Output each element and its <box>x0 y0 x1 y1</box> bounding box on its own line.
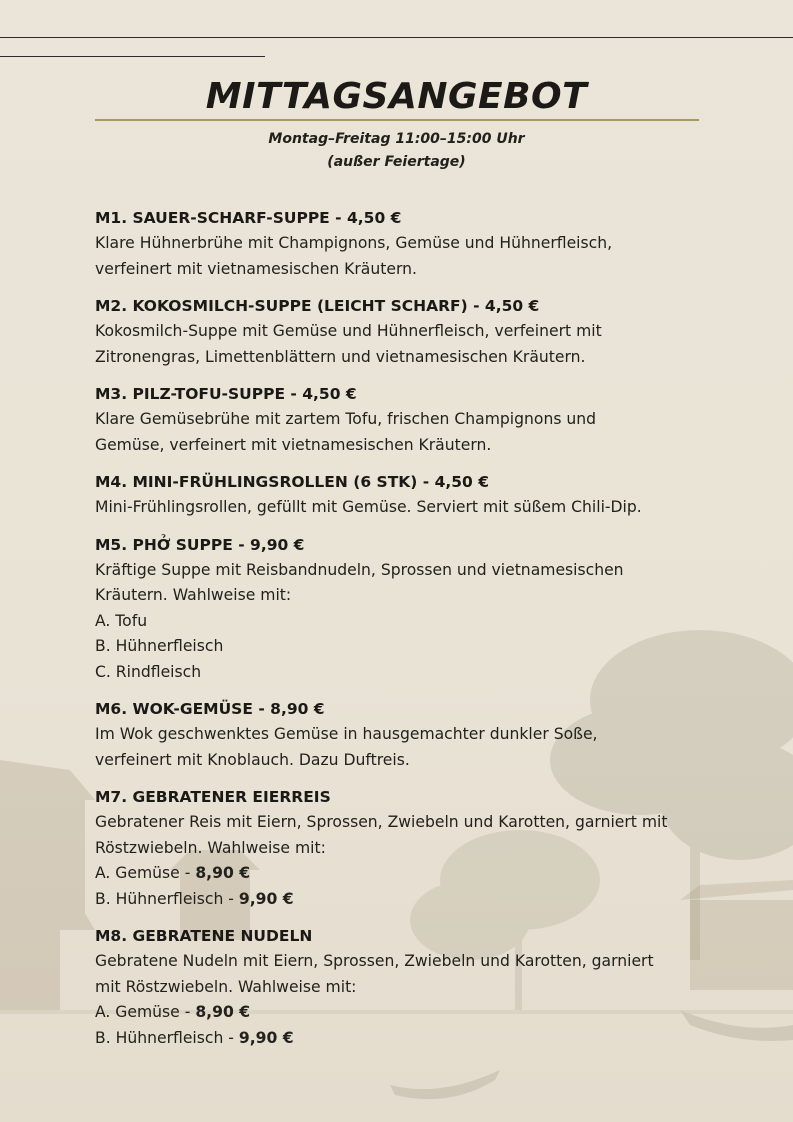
option-label: B. Hühnerfleisch <box>95 637 224 655</box>
short-rule <box>0 56 265 57</box>
description-line: Zitronengras, Limettenblättern und vietnamesischen Kräutern. <box>95 347 586 366</box>
top-rule <box>0 37 793 38</box>
description-line: verfeinert mit Knoblauch. Dazu Duftreis. <box>95 750 410 769</box>
description-line: Klare Hühnerbrühe mit Champignons, Gemüse und Hühnerfleisch, <box>95 234 613 252</box>
option-label: A. Tofu <box>95 611 148 630</box>
page-title: MITTAGSANGEBOT <box>205 76 588 117</box>
menu-option <box>95 660 715 686</box>
menu-item-description <box>95 495 715 521</box>
menu-option <box>95 861 715 887</box>
menu-item-description <box>95 810 715 861</box>
menu-item-description <box>95 949 715 1000</box>
option-price: 8,90 € <box>195 864 251 882</box>
description-line: Kokosmilch-Suppe mit Gemüse und Hühnerfleisch, verfeinert mit <box>95 322 602 340</box>
option-label: B. Hühnerfleisch - <box>95 889 239 908</box>
menu-item-m6 <box>95 696 715 773</box>
menu-item-m4 <box>95 469 715 521</box>
menu-item-heading: M2. KOKOSMILCH-SUPPE (LEICHT SCHARF) - 4,50 € <box>95 297 540 315</box>
menu-item-m1 <box>95 205 715 282</box>
description-line: Kräftige Suppe mit Reisbandnudeln, Sprossen und vietnamesischen <box>95 560 624 579</box>
description-line: Kräutern. Wahlweise mit: <box>95 586 292 604</box>
menu-item-description <box>95 319 715 370</box>
menu-option <box>95 609 715 635</box>
description-line: Gemüse, verfeinert mit vietnamesischen Kräutern. <box>95 435 492 454</box>
menu-item-description <box>95 558 715 609</box>
description-line: Gebratene Nudeln mit Eiern, Sprossen, Zwiebeln und Karotten, garniert <box>95 952 654 970</box>
menu-list <box>95 205 715 1062</box>
menu-option <box>95 887 715 913</box>
opening-hours <box>0 128 793 174</box>
menu-item-m3 <box>95 381 715 458</box>
menu-option <box>95 1026 715 1052</box>
menu-item-heading: M7. GEBRATENER EIERREIS <box>95 788 331 806</box>
option-label: C. Rindfleisch <box>95 662 202 681</box>
description-line: verfeinert mit vietnamesischen Kräutern. <box>95 259 417 278</box>
menu-item-heading: M6. WOK-GEMÜSE - 8,90 € <box>95 700 325 718</box>
option-price: 9,90 € <box>238 1028 294 1047</box>
menu-item-description <box>95 407 715 458</box>
description-line: Gebratener Reis mit Eiern, Sprossen, Zwiebeln und Karotten, garniert mit <box>95 813 668 831</box>
menu-item-m2 <box>95 293 715 370</box>
option-label: A. Gemüse - <box>95 1003 196 1021</box>
description-line: Röstzwiebeln. Wahlweise mit: <box>95 838 326 857</box>
menu-item-m8 <box>95 923 715 1051</box>
menu-item-heading: M4. MINI-FRÜHLINGSROLLEN (6 STK) - 4,50 € <box>95 473 490 491</box>
option-price: 9,90 € <box>238 889 294 908</box>
title-underline <box>95 119 699 121</box>
description-line: mit Röstzwiebeln. Wahlweise mit: <box>95 977 357 996</box>
description-line: Im Wok geschwenktes Gemüse in hausgemachter dunkler Soße, <box>95 725 598 743</box>
menu-item-heading: M1. SAUER-SCHARF-SUPPE - 4,50 € <box>95 209 402 227</box>
menu-item-description <box>95 722 715 773</box>
description-line: Klare Gemüsebrühe mit zartem Tofu, frischen Champignons und <box>95 410 597 428</box>
menu-item-m5 <box>95 532 715 686</box>
menu-item-heading: M5. PHỞ SUPPE - 9,90 € <box>95 535 305 554</box>
menu-item-description <box>95 231 715 282</box>
option-label: A. Gemüse - <box>95 864 196 882</box>
option-price: 8,90 € <box>195 1003 251 1021</box>
hours-line: Montag–Freitag 11:00–15:00 Uhr <box>268 131 525 147</box>
description-line: Mini-Frühlingsrollen, gefüllt mit Gemüse. Serviert mit süßem Chili-Dip. <box>95 498 642 516</box>
option-label: B. Hühnerfleisch - <box>95 1028 239 1047</box>
menu-option <box>95 1000 715 1026</box>
holiday-note: (außer Feiertage) <box>327 154 466 170</box>
menu-item-m7 <box>95 784 715 912</box>
menu-option <box>95 634 715 660</box>
menu-item-heading: M8. GEBRATENE NUDELN <box>95 927 313 945</box>
menu-item-heading: M3. PILZ-TOFU-SUPPE - 4,50 € <box>95 385 357 403</box>
